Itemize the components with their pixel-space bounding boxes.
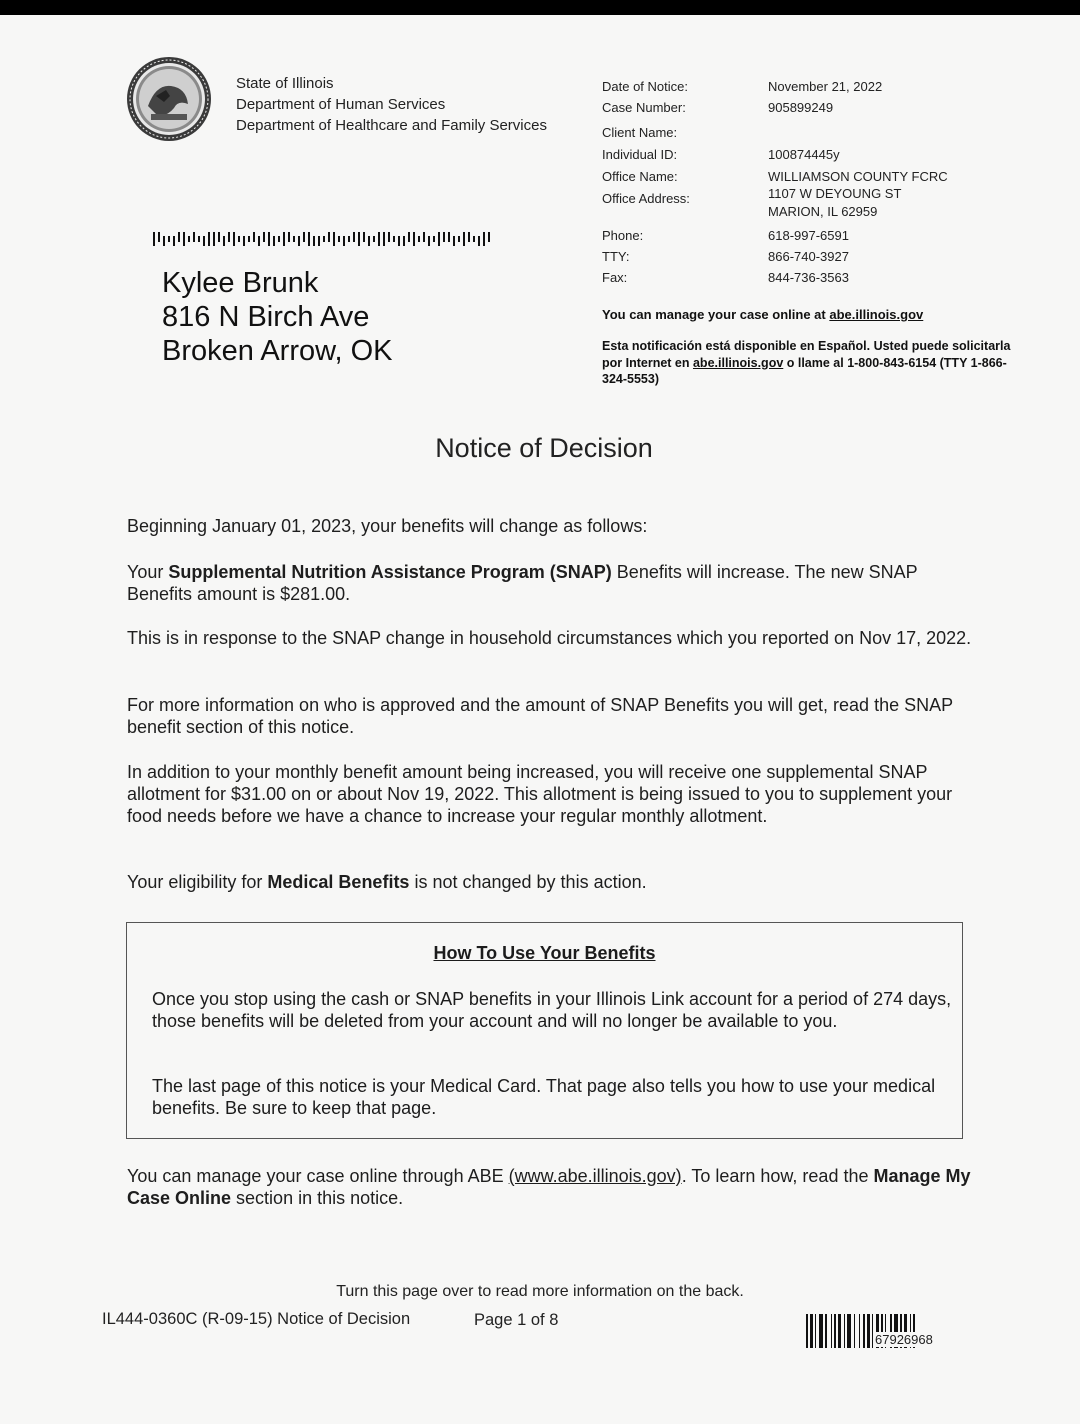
tty-value: 866-740-3927	[768, 249, 849, 264]
agency-state: State of Illinois	[236, 75, 334, 92]
box-paragraph-link-account: Once you stop using the cash or SNAP benefits in your Illinois Link account for a period of 274 days, those benefits will be deleted from your account and will no longer be available to you.	[152, 989, 952, 1031]
spanish-abe-link[interactable]: abe.illinois.gov	[692, 355, 784, 370]
text-span: Your eligibility for	[127, 872, 268, 892]
spanish-notice-text: Esta notificación está disponible en Español. Usted puede solicitarla por Internet en	[602, 339, 1011, 370]
individual-id-value: 100874445у	[768, 147, 840, 162]
spanish-notice-phone: o llame al 1-800-843-6154 (TTY 1-866-324-5553)	[602, 355, 1007, 386]
recipient-address	[162, 266, 393, 368]
text-span: Your	[127, 562, 169, 582]
online-notice	[602, 307, 923, 322]
abe-link[interactable]: abe.illinois.gov	[829, 307, 924, 322]
recipient-city: Broken Arrow, OK	[162, 335, 393, 367]
paragraph-supplemental: In addition to your monthly benefit amount being increased, you will receive one supplemental SNAP allotment for $31.00 on or about Nov 19, 2022. This allotment is being issued to you to supplement your food needs before we have a chance to increase your regular monthly allotment.	[127, 762, 953, 826]
paragraph-medical	[127, 871, 972, 893]
recipient-name: Kylee Brunk	[162, 267, 319, 299]
text-span: is not changed by this action.	[409, 872, 647, 892]
top-black-bar	[0, 0, 1080, 15]
office-name-value: WILLIAMSON COUNTY FCRC	[768, 169, 948, 184]
paragraph-more-info: For more information on who is approved and the amount of SNAP Benefits you will get, read the SNAP benefit section of this notice.	[127, 695, 953, 737]
office-address-line1: 1107 W DEYOUNG ST	[768, 186, 902, 201]
text-span: Benefits will increase. The new SNAP Benefits amount is $281.00.	[127, 562, 918, 604]
abe-website-link[interactable]: (www.abe.illinois.gov)	[508, 1166, 682, 1186]
text-span: section in this notice.	[231, 1188, 404, 1208]
phone-label: Phone:	[602, 228, 644, 243]
individual-id-label: Individual ID:	[602, 147, 678, 162]
recipient-street: 816 N Birch Ave	[162, 301, 370, 333]
snap-program-name: Supplemental Nutrition Assistance Program (SNAP)	[168, 562, 612, 582]
online-notice-text: You can manage your case online at	[602, 307, 830, 322]
paragraph-snap-increase	[127, 561, 972, 605]
turn-over-note: Turn this page over to read more information on the back.	[336, 1283, 744, 1300]
office-address-line2: MARION, IL 62959	[768, 204, 878, 219]
phone-value: 618-997-6591	[768, 228, 849, 243]
paragraph-manage-online	[127, 1165, 972, 1209]
how-to-use-benefits-box	[126, 922, 963, 1139]
fax-label: Fax:	[602, 270, 628, 285]
case-number-value: 905899249	[768, 100, 834, 115]
paragraph-intro: Beginning January 01, 2023, your benefits will change as follows:	[127, 516, 648, 536]
state-seal-icon	[126, 56, 212, 142]
date-label: Date of Notice:	[602, 79, 688, 94]
client-name-label: Client Name:	[602, 125, 678, 140]
form-id: IL444-0360C (R-09-15) Notice of Decision	[102, 1310, 411, 1328]
fax-value: 844-736-3563	[768, 270, 849, 285]
medical-benefits-term: Medical Benefits	[267, 872, 410, 892]
manage-my-case-term: Manage My Case Online	[127, 1166, 971, 1208]
agency-hfs: Department of Healthcare and Family Services	[236, 117, 547, 134]
page-number: Page 1 of 8	[474, 1311, 559, 1329]
case-number-label: Case Number:	[602, 100, 686, 115]
paragraph-response: This is in response to the SNAP change in household circumstances which you reported on Nov 17, 2022.	[127, 628, 972, 648]
box-title: How To Use Your Benefits	[433, 943, 656, 963]
page-title: Notice of Decision	[435, 433, 653, 463]
office-address-value	[768, 185, 901, 221]
text-span: . To learn how, read the	[681, 1166, 874, 1186]
office-name-label: Office Name:	[602, 169, 678, 184]
barcode-number: 67926968	[875, 1332, 933, 1347]
agency-header	[236, 73, 547, 136]
postal-barcode	[152, 232, 492, 246]
spanish-notice	[602, 338, 1012, 388]
agency-dhs: Department of Human Services	[236, 96, 446, 113]
office-address-label: Office Address:	[602, 191, 690, 206]
text-span: You can manage your case online through ABE	[127, 1166, 509, 1186]
date-value: November 21, 2022	[768, 79, 883, 94]
box-paragraph-medical-card: The last page of this notice is your Medical Card. That page also tells you how to use your medical benefits. Be sure to keep that page.	[152, 1076, 936, 1118]
tty-label: TTY:	[602, 249, 630, 264]
